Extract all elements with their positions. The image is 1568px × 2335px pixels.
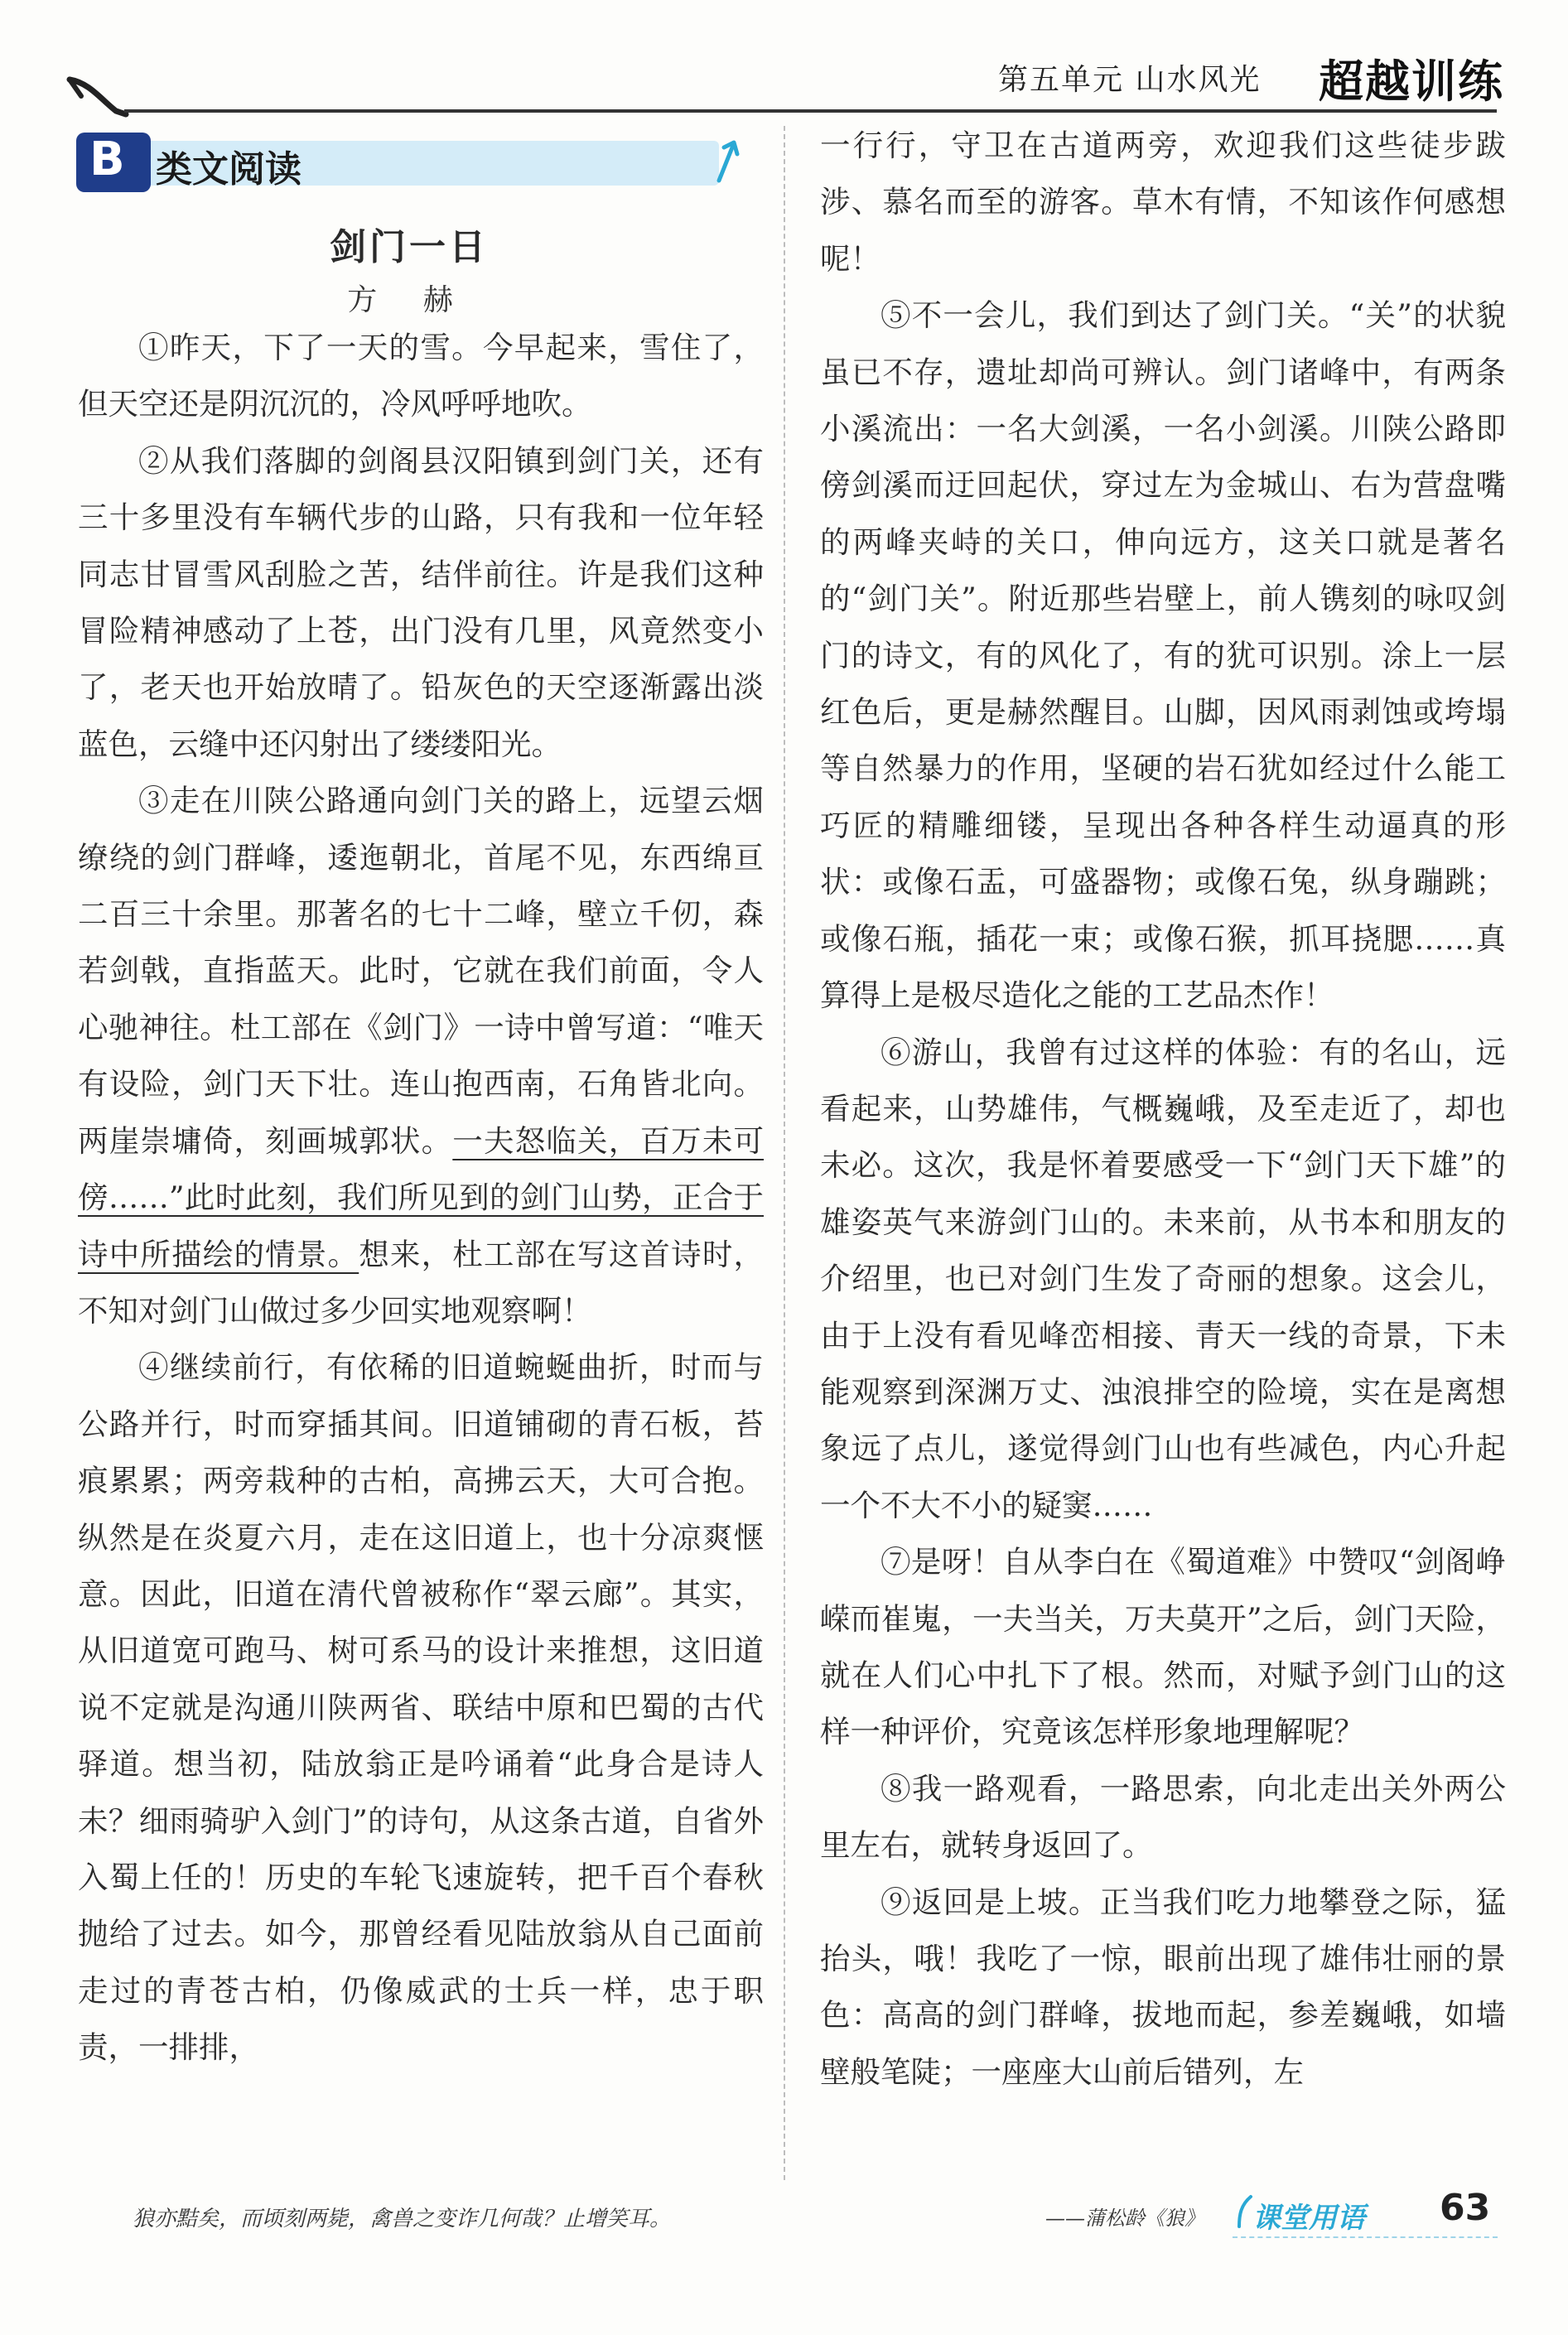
unit-label: 第五单元 山水风光 [998, 63, 1262, 97]
paragraph-5: ⑤不一会儿，我们到达了剑门关。“关”的状貌虽已不存，遗址却尚可辨认。剑门诸峰中，有两条小溪流出：一名大剑溪，一名小剑溪。川陕公路即傍剑溪而迂回起伏，穿过左为金城山、右为营盘嘴的两峰夹峙的关口，伸向远方，这关口就是著名的“剑门关”。附近那些岩壁上，前人镌刻的咏叹剑门的诗文，有的风化了，有的犹可识别。涂上一层红色后，更是赫然醒目。山脚，因风雨剥蚀或垮塌等自然暴力的作用，坚硬的岩石犹如经过什么能工巧匠的精雕细镂，呈现出各种各样生动逼真的形状：或像石盂，可盛器物；或像石兔，纵身蹦跳；或像石瓶，插花一束；或像石猴，抓耳挠腮……真算得上是极尽造化之能的工艺品杰作！ [820, 297, 1506, 1014]
paragraph-6: ⑥游山，我曾有过这样的体验：有的名山，远看起来，山势雄伟，气概巍峨，及至走近了，却也未必。这次，我是怀着要感受一下“剑门天下雄”的雄姿英气来游剑门山的。未来前，从书本和朋友的介绍里，也已对剑门生发了奇丽的想象。这会儿，由于上没有看见峰峦相接、青天一线的奇景，下未能观察到深渊万丈、浊浪排空的险境，实在是离想象远了点儿，遂觉得剑门山也有些减色，内心升起一个不大不小的疑窦…… [820, 1034, 1506, 1523]
left-column [78, 320, 764, 2077]
paragraph-8: ⑧我一路观看，一路思索，向北走出关外两公里左右，就转身返回了。 [820, 1770, 1506, 1864]
paragraph-4: ④继续前行，有依稀的旧道蜿蜒曲折，时而与公路并行，时而穿插其间。旧道铺砌的青石板，苔痕累累；两旁栽种的古柏，高拂云天，大可合抱。纵然是在炎夏六月，走在这旧道上，也十分凉爽惬意。因此，旧道在清代曾被称作“翠云廊”。其实，从旧道宽可跑马、树可系马的设计来推想，这旧道说不定就是沟通川陕两省、联结中原和巴蜀的古代驿道。想当初，陆放翁正是吟诵着“此身合是诗人未？细雨骑驴入剑门”的诗句，从这条古道，自省外入蜀上任的！历史的车轮飞速旋转，把千百个春秋抛给了过去。如今，那曾经看见陆放翁从自己面前走过的青苍古柏，仍像威武的士兵一样，忠于职责，一排排， [78, 1349, 764, 2066]
page-number: 63 [1440, 2187, 1491, 2229]
paragraph-3-part-a: ③走在川陕公路通向剑门关的路上，远望云烟缭绕的剑门群峰，逶迤朝北，首尾不见，东西绵亘二百三十余里。那著名的七十二峰，壁立千仞，森若剑戟，直指蓝天。此时，它就在我们前面，令人心驰神往。杜工部在《剑门》一诗中曾写道：“唯天有设险，剑门天下壮。连山抱西南，石角皆北向。两崖崇墉倚，刻画城郭状。 [78, 783, 764, 1159]
article-title: 剑门一日 [330, 226, 489, 268]
underlined-sentence: 一夫怒临关，百万未可傍……”此时此刻，我们所见到的剑门山势，正合于诗中所描绘的情景。 [78, 1122, 765, 1272]
paragraph-9: ⑨返回是上坡。正当我们吃力地攀登之际，猛抬头，哦！我吃了一惊，眼前出现了雄伟壮丽的景色：高高的剑门群峰，拔地而起，参差巍峨，如墙壁般笔陡；一座座大山前后错列，左 [820, 1884, 1506, 2090]
right-column [820, 118, 1506, 2101]
column-divider [784, 126, 785, 2180]
header-rule [124, 109, 1497, 113]
footer-brand: 课堂用语 [1252, 2202, 1365, 2235]
footer-quote: 狼亦黠矣，而顷刻两毙，禽兽之变诈几何哉？止增笑耳。 [133, 2207, 672, 2231]
paragraph-3-part-b: 想来，杜工部在写这首诗时，不知对剑门山做过多少回实地观察啊！ [78, 1236, 765, 1329]
brand-title: 超越训练 [1319, 55, 1504, 108]
section-letter: B [89, 133, 125, 186]
footer-rule [1233, 2236, 1498, 2238]
paragraph-2: ②从我们落脚的剑阁县汉阳镇到剑门关，还有三十多里没有车辆代步的山路，只有我和一位年轻同志甘冒雪风刮脸之苦，结伴前往。许是我们这种冒险精神感动了上苍，出门没有几里，风竟然变小了，老天也开始放晴了。铅灰色的天空逐渐露出淡蓝色，云缝中还闪射出了缕缕阳光。 [78, 442, 764, 762]
paragraph-1: ①昨天，下了一天的雪。今早起来，雪住了，但天空还是阴沉沉的，冷风呼呼地吹。 [78, 330, 764, 422]
footer-source: ——蒲松龄《狼》 [1045, 2207, 1204, 2230]
paragraph-3 [78, 773, 764, 1339]
header-swoosh-icon [65, 71, 131, 121]
paragraph-4-continued: 一行行，守卫在古道两旁，欢迎我们这些徒步跋涉、慕名而至的游客。草木有情，不知该作何感想呢！ [820, 128, 1506, 277]
article-author: 方 赫 [347, 283, 471, 317]
paragraph-7: ⑦是呀！自从李白在《蜀道难》中赞叹“剑阁峥嵘而崔嵬，一夫当关，万夫莫开”之后，剑门天险，就在人们心中扎下了根。然而，对赋予剑门山的这样一种评价，究竟该怎样形象地理解呢？ [820, 1544, 1506, 1750]
section-title: 类文阅读 [156, 148, 302, 191]
